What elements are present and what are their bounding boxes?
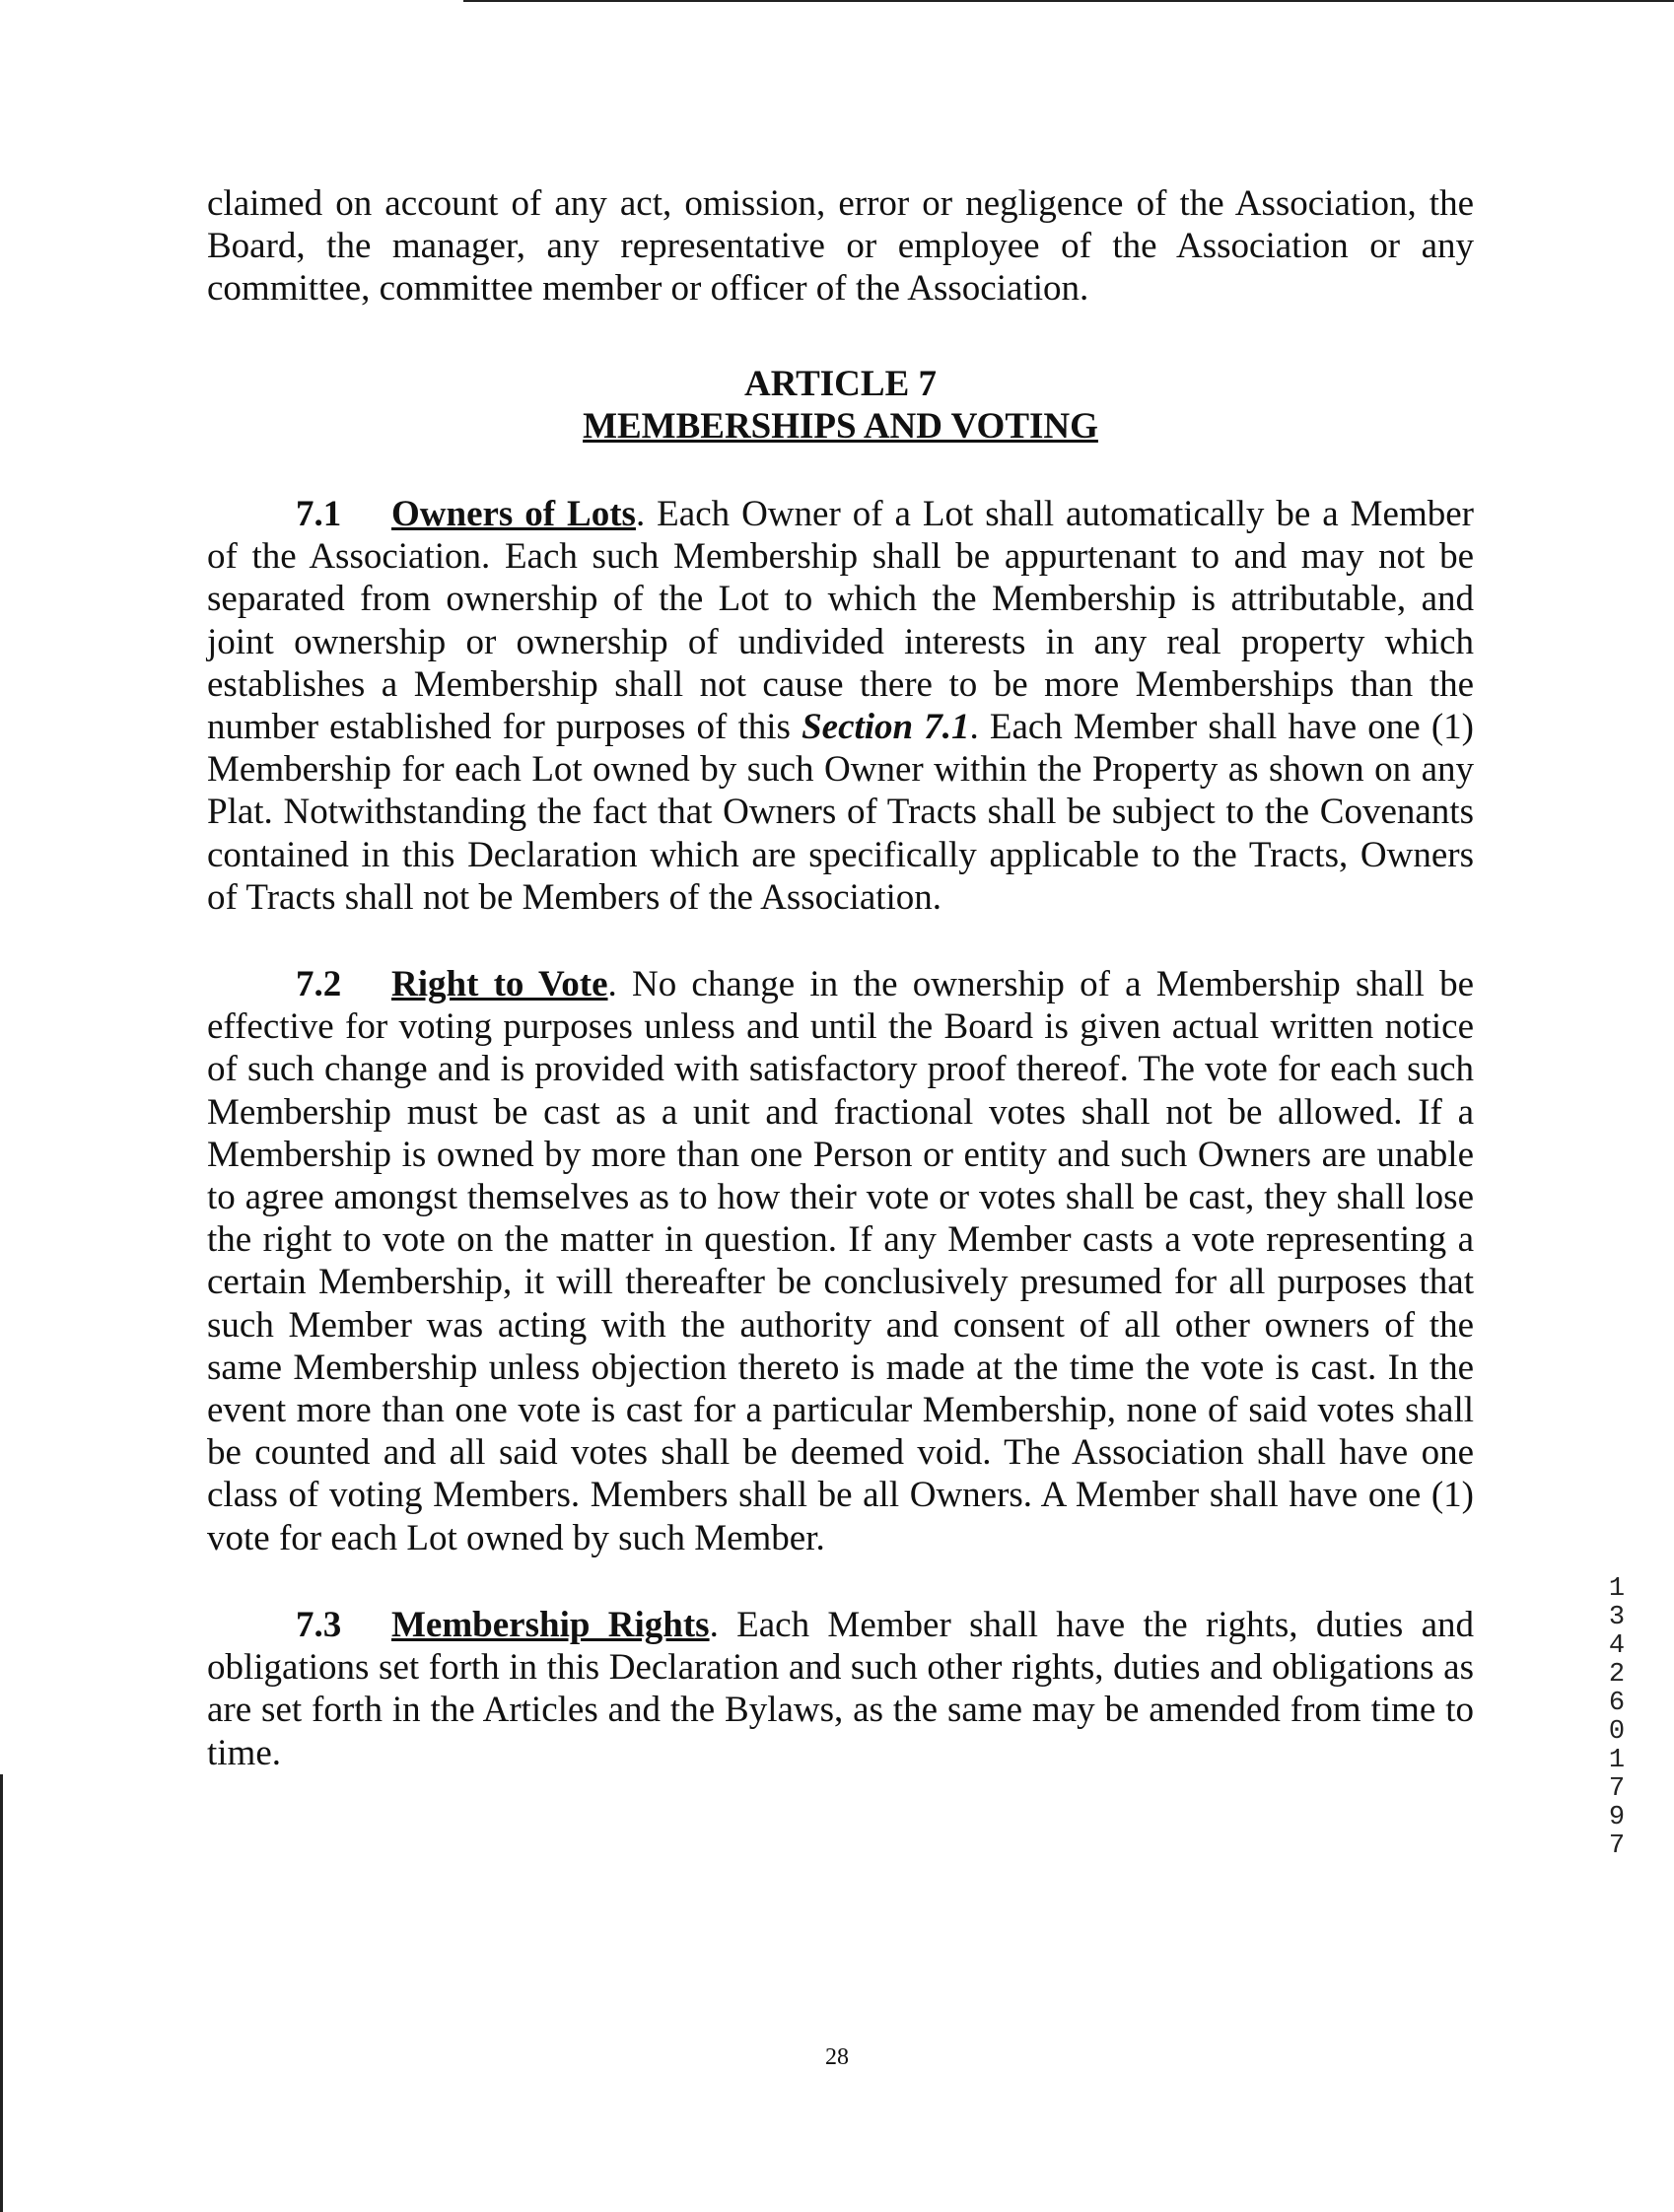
article-heading: MEMBERSHIPS AND VOTING — [583, 405, 1098, 447]
section-title: Right to Vote — [391, 964, 608, 1005]
section-title: Membership Rights — [391, 1604, 710, 1645]
top-scan-rule — [463, 0, 1674, 2]
section-reference: Section 7.1 — [802, 707, 970, 748]
section-text: . Each Owner of a Lot shall automatically be a Member of the Association. Each such Membership shall be appurtenant to and may not be separated from ownership of the Lot to which the Membership is attributable, and joint ownership or ownership of undivided interests in any real property which establishes a Membership shall not cause there to be more Memberships than the number established for purposes of this — [207, 494, 1474, 748]
paragraph-spacer — [207, 919, 1474, 963]
document-body — [207, 182, 1474, 1774]
section-text-continued: . Each Member shall have one (1) Membership for each Lot owned by such Owner within the Property as shown on any Plat. Notwithstanding the fact that Owners of Tracts shall be subject to the Covenants contained in this Declaration which are specifically applicable to the Tracts, Owners of Tracts shall not be Members of the Association. — [207, 707, 1474, 918]
left-scan-edge — [0, 1774, 3, 2212]
section-number: 7.3 — [296, 1604, 342, 1645]
section-text: . Each Member shall have the rights, duties and obligations set forth in this Declaration and such other rights, duties and obligations as are set forth in the Articles and the Bylaws, as the same may be amended from time to time. — [207, 1604, 1474, 1773]
section-7-3 — [207, 1604, 1474, 1774]
paragraph-spacer — [207, 1559, 1474, 1604]
section-7-1 — [207, 493, 1474, 919]
section-text: . No change in the ownership of a Membership shall be effective for voting purposes unless and until the Board is given actual written notice of such change and is provided with satisfactory proof thereof. The vote for each such Membership must be cast as a unit and fractional votes shall not be allowed. If a Membership is owned by more than one Person or entity and such Owners are unable to agree amongst themselves as to how their vote or votes shall be cast, they shall lose the right to vote on the matter in question. If any Member casts a vote representing a certain Membership, it will thereafter be conclusively presumed for all purposes that such Member was acting with the authority and consent of all other owners of the same Membership unless objection thereto is made at the time the vote is cast. In the event more than one vote is cast for a particular Membership, none of said votes shall be counted and all said votes shall be deemed void. The Association shall have one class of voting Members. Members shall be all Owners. A Member shall have one (1) vote for each Lot owned by such Member. — [207, 964, 1474, 1558]
section-number: 7.2 — [296, 964, 342, 1005]
recording-stamp-number: 13426 01797 — [1608, 1574, 1626, 1861]
section-number: 7.1 — [296, 494, 342, 535]
page-number: 28 — [825, 2044, 849, 2070]
article-number: ARTICLE 7 — [743, 363, 938, 404]
article-header — [207, 363, 1474, 448]
intro-paragraph: claimed on account of any act, omission, error or negligence of the Association, the Board, the manager, any representative or employee of the Association or any committee, committee member or officer of the Association. — [207, 183, 1474, 310]
section-7-2 — [207, 963, 1474, 1559]
section-title: Owners of Lots — [391, 494, 636, 535]
